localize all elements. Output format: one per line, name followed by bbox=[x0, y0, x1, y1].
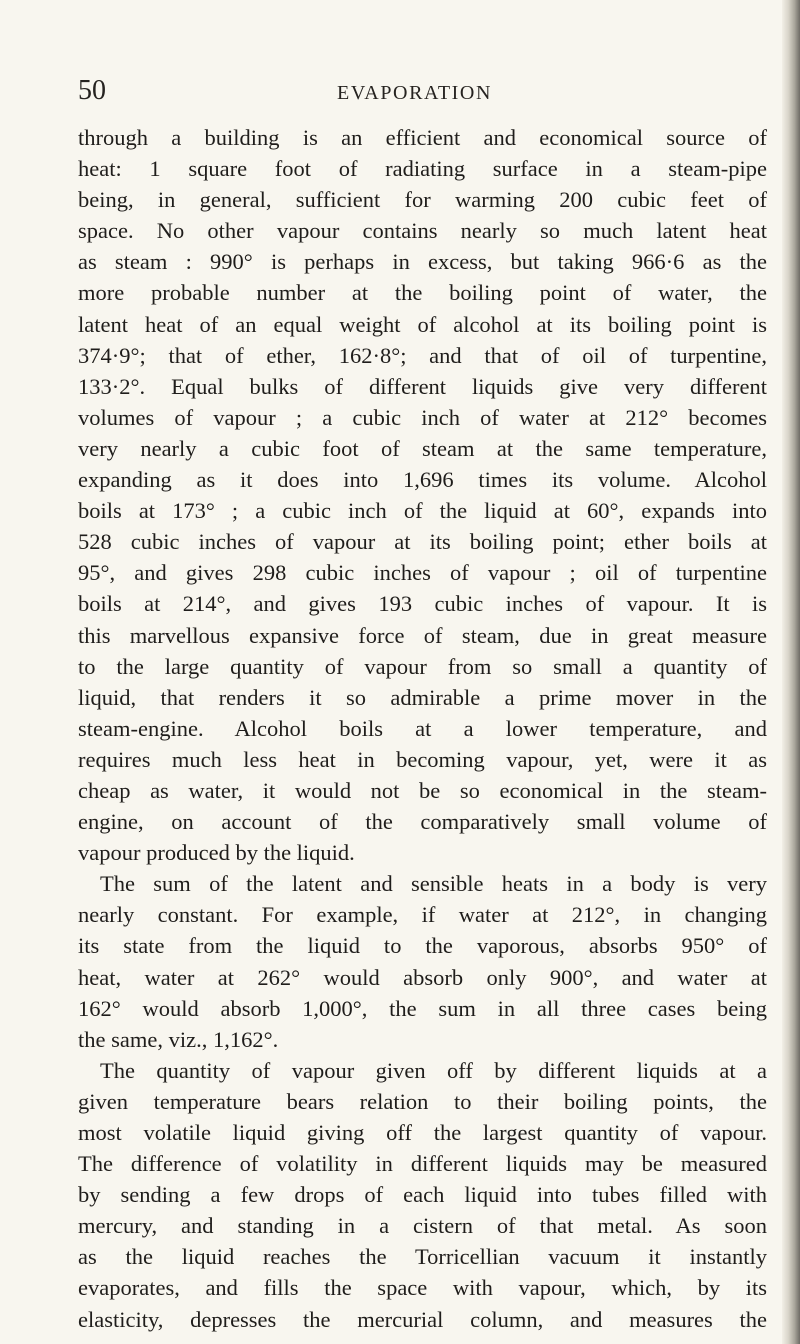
text-line: volumes of vapour ; a cubic inch of water at 212° becomes bbox=[78, 404, 767, 430]
text-line: most volatile liquid giving off the largest quantity of vapour. bbox=[78, 1120, 767, 1145]
text-line: elasticity, depresses the mercurial column, and measures the bbox=[78, 1306, 767, 1332]
text-line: the same, viz., 1,162°. bbox=[78, 1026, 279, 1052]
text-line: this marvellous expansive force of steam, due in great measure bbox=[78, 622, 767, 648]
text-line: The sum of the latent and sensible heats in a body is very bbox=[100, 871, 767, 897]
text-line: given temperature bears relation to their boiling points, the bbox=[78, 1088, 767, 1114]
text-line: 133·2°. Equal bulks of different liquids give very different bbox=[78, 373, 767, 399]
text-line: being, in general, sufficient for warming 200 cubic feet of bbox=[78, 187, 767, 213]
text-line: space. No other vapour contains nearly so much latent heat bbox=[78, 218, 767, 244]
page-number: 50 bbox=[78, 75, 106, 106]
text-line: by sending a few drops of each liquid into tubes filled with bbox=[78, 1182, 767, 1208]
text-line: engine, on account of the comparatively small volume of bbox=[78, 809, 767, 835]
text-line: boils at 173° ; a cubic inch of the liquid at 60°, expands into bbox=[78, 498, 767, 524]
body-text bbox=[78, 122, 767, 1335]
text-line: more probable number at the boiling point of water, the bbox=[78, 280, 767, 306]
text-line: as steam : 990° is perhaps in excess, but taking 966·6 as the bbox=[78, 249, 767, 275]
text-line: cheap as water, it would not be so economical in the steam- bbox=[78, 777, 767, 803]
text-line: liquid, that renders it so admirable a prime mover in the bbox=[78, 684, 767, 710]
text-line: through a building is an efficient and economical source of bbox=[78, 125, 767, 150]
text-line: latent heat of an equal weight of alcohol at its boiling point is bbox=[78, 311, 767, 337]
text-line: heat, water at 262° would absorb only 900°, and water at bbox=[78, 964, 767, 990]
text-line: 374·9°; that of ether, 162·8°; and that of oil of turpentine, bbox=[78, 342, 767, 368]
page-edge-shadow bbox=[782, 0, 800, 1344]
text-line: The quantity of vapour given off by different liquids at a bbox=[100, 1057, 767, 1083]
text-line: 95°, and gives 298 cubic inches of vapour ; oil of turpentine bbox=[78, 560, 767, 586]
text-line: expanding as it does into 1,696 times its volume. Alcohol bbox=[78, 467, 767, 493]
text-line: 528 cubic inches of vapour at its boiling point; ether boils at bbox=[78, 529, 767, 555]
text-line: 162° would absorb 1,000°, the sum in all three cases being bbox=[78, 995, 767, 1021]
page-header bbox=[78, 76, 758, 108]
text-line: requires much less heat in becoming vapour, yet, were it as bbox=[78, 746, 767, 772]
text-line: to the large quantity of vapour from so small a quantity of bbox=[78, 653, 767, 679]
text-line: heat: 1 square foot of radiating surface in a steam-pipe bbox=[78, 156, 767, 182]
text-line: The difference of volatility in different liquids may be measured bbox=[78, 1151, 767, 1177]
text-line: evaporates, and fills the space with vapour, which, by its bbox=[78, 1275, 767, 1301]
text-line: nearly constant. For example, if water at 212°, in changing bbox=[78, 902, 767, 928]
text-line: its state from the liquid to the vaporous, absorbs 950° of bbox=[78, 933, 767, 959]
text-line: steam-engine. Alcohol boils at a lower temperature, and bbox=[78, 715, 767, 741]
text-line: as the liquid reaches the Torricellian vacuum it instantly bbox=[78, 1244, 767, 1270]
text-line: very nearly a cubic foot of steam at the same temperature, bbox=[78, 435, 767, 461]
text-line: mercury, and standing in a cistern of that metal. As soon bbox=[78, 1213, 767, 1239]
text-line: vapour produced by the liquid. bbox=[78, 840, 355, 866]
running-head: EVAPORATION bbox=[337, 82, 493, 104]
text-line: boils at 214°, and gives 193 cubic inches of vapour. It is bbox=[78, 591, 767, 617]
